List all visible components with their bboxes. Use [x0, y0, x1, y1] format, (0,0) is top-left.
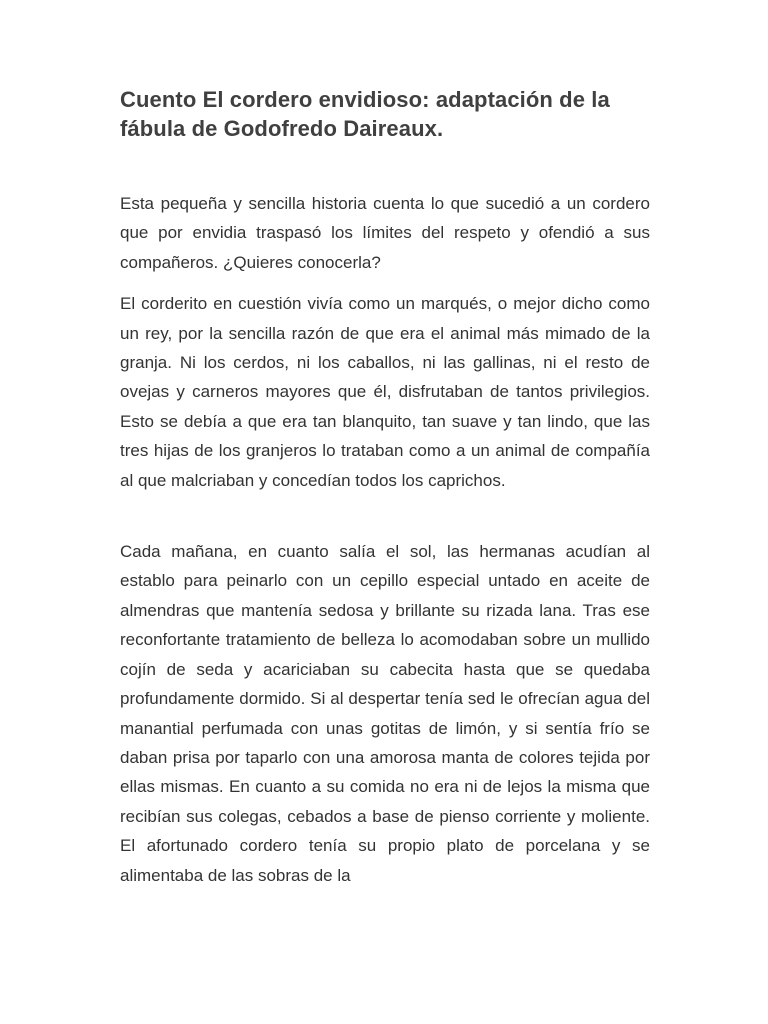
- paragraph-corderito: El corderito en cuestión vivía como un marqués, o mejor dicho como un rey, por la sencilla razón de que era el animal más mimado de la granja. Ni los cerdos, ni los caballos, ni las gallinas, ni el resto de ovejas y carneros mayores que él, disfrutaban de tantos privilegios. Esto se debía a que era tan blanquito, tan suave y tan lindo, que las tres hijas de los granjeros lo trataban como a un animal de compañía al que malcriaban y concedían todos los caprichos.: [120, 294, 650, 490]
- document-page: [120, 85, 650, 890]
- document-title: Cuento El cordero envidioso: adaptación de la fábula de Godofredo Daireaux.: [120, 87, 610, 141]
- paragraph-intro: Esta pequeña y sencilla historia cuenta lo que sucedió a un cordero que por envidia traspasó los límites del respeto y ofendió a sus compañeros. ¿Quieres conocerla?: [120, 194, 650, 272]
- paragraph-cada-manana: Cada mañana, en cuanto salía el sol, las hermanas acudían al establo para peinarlo con un cepillo especial untado en aceite de almendras que mantenía sedosa y brillante su rizada lana. Tras ese reconfortante tratamiento de belleza lo acomodaban sobre un mullido cojín de seda y acariciaban su cabecita hasta que se quedaba profundamente dormido. Si al despertar tenía sed le ofrecían agua del manantial perfumada con unas gotitas de limón, y si sentía frío se daban prisa por taparlo con una amorosa manta de colores tejida por ellas mismas. En cuanto a su comida no era ni de lejos la misma que recibían sus colegas, cebados a base de pienso corriente y moliente. El afortunado cordero tenía su propio plato de porcelana y se alimentaba de las sobras de la: [120, 542, 650, 885]
